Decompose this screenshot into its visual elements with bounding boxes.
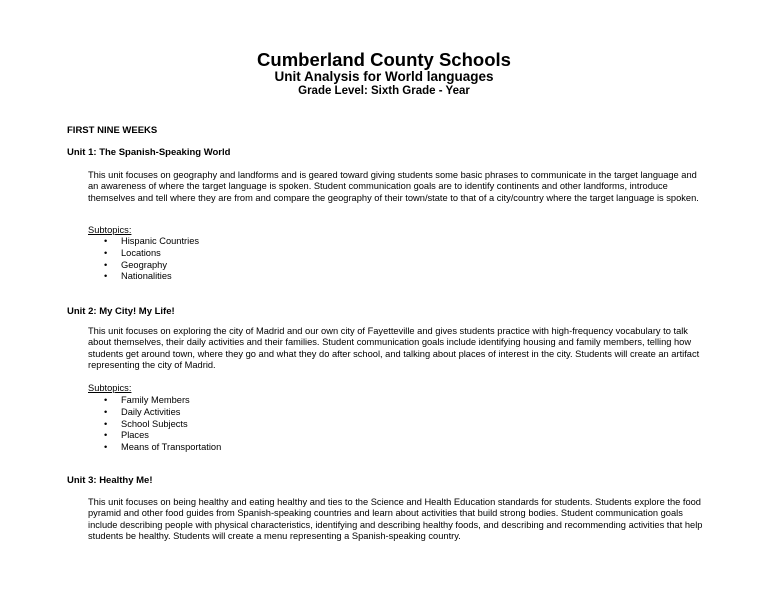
unit-2-subtopics-label: Subtopics:	[88, 383, 132, 393]
unit-3-description	[88, 497, 708, 542]
unit-2-description	[88, 326, 708, 371]
bullet-icon: •	[104, 395, 108, 405]
list-item: • School Subjects	[104, 418, 188, 429]
bullet-icon: •	[104, 259, 108, 270]
unit-1-heading: Unit 1: The Spanish-Speaking World	[67, 147, 231, 158]
unit-1-description	[88, 170, 708, 204]
unit-1-description-text: This unit focuses on geography and landforms and is geared toward giving students some basic phrases to communicate in the target language and an awareness of where the target language is spoken. Student communication goals are to identify continents and other landforms, introduce themselves and tell where they are from and compare the geography of their town/state to that of a city/country where the target language is spoken.	[88, 170, 699, 203]
bullet-icon: •	[104, 430, 108, 441]
unit-2-subtopics-list	[88, 395, 221, 454]
list-item: • Family Members	[104, 395, 190, 405]
unit-3-description-text: This unit focuses on being healthy and eating healthy and ties to the Science and Health Education standards for students. Students explore the food pyramid and other food guides from Spanish-speaking countries and learn about activities that build strong bodies. Student communication goals include describing people with physical characteristics, identifying and describing healthy foods, and describing and recommending activities that help students be healthy. Students will create a menu representing a Spanish-speaking country.	[88, 497, 703, 541]
bullet-icon: •	[104, 442, 108, 453]
unit-1-subtopics-list	[88, 236, 199, 283]
list-item: • Means of Transportation	[104, 442, 222, 453]
unit-1-subtopics-label: Subtopics:	[88, 225, 132, 235]
grade-level: Grade Level: Sixth Grade - Year	[298, 85, 470, 97]
list-item: • Daily Activities	[104, 406, 181, 417]
list-item: • Hispanic Countries	[104, 236, 200, 246]
document-subtitle: Unit Analysis for World languages	[274, 69, 494, 84]
document-title: Cumberland County Schools	[257, 49, 511, 70]
bullet-icon: •	[104, 406, 108, 417]
unit-2-heading: Unit 2: My City! My Life!	[67, 306, 175, 317]
bullet-icon: •	[104, 271, 108, 282]
unit-2-description-text: This unit focuses on exploring the city of Madrid and our own city of Fayetteville and gives students practice with high-frequency vocabulary to talk about themselves, their daily activities and their families. Student communication goals include identifying housing and family members, telling how students get around town, where they go and what they do after school, and talking about places of interest in the city. Students will create an artifact representing the city of Madrid.	[88, 326, 700, 370]
list-item: • Places	[104, 430, 149, 441]
list-item: • Locations	[104, 247, 161, 258]
bullet-icon: •	[104, 236, 108, 246]
list-item: • Nationalities	[104, 271, 172, 282]
bullet-icon: •	[104, 418, 108, 429]
unit-3-heading: Unit 3: Healthy Me!	[67, 475, 153, 486]
section-heading: FIRST NINE WEEKS	[67, 125, 158, 136]
list-item: • Geography	[104, 259, 167, 270]
bullet-icon: •	[104, 247, 108, 258]
